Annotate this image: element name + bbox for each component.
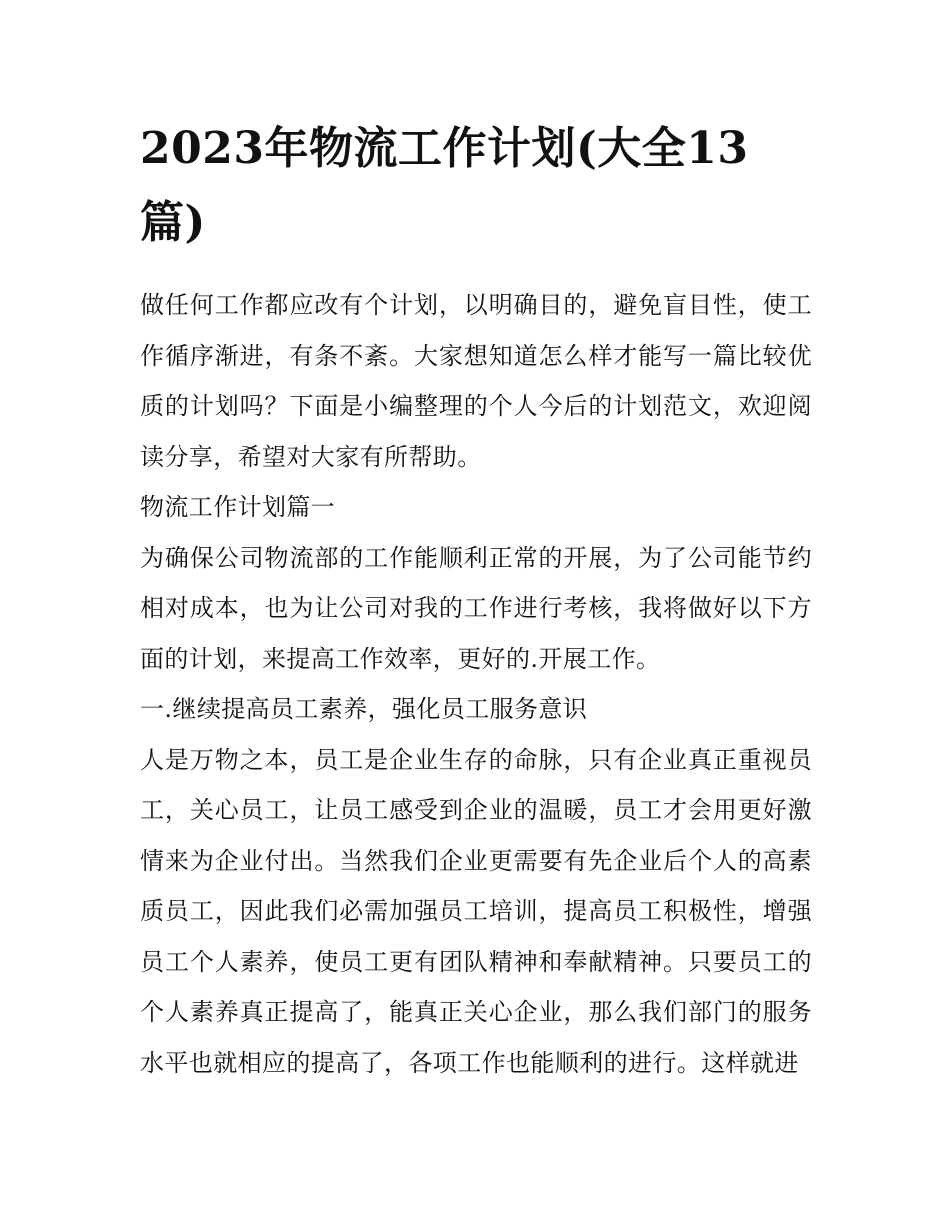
body-paragraph: 人是万物之本，员工是企业生存的命脉，只有企业真正重视员工，关心员工，让员工感受到企业的温暖，员工才会用更好激情来为企业付出。当然我们企业更需要有先企业后个人的高素质员工，因此我们必需加强员工培训，提高员工积极性，增强员工个人素养，使员工更有团队精神和奉献精神。只要员工的个人素养真正提高了，能真正关心企业，那么我们部门的服务水平也就相应的提高了，各项工作也能顺利的进行。这样就进 bbox=[140, 745, 812, 1077]
document-page bbox=[140, 112, 812, 1088]
document-title: 2023年物流工作计划(大全13篇) bbox=[140, 123, 749, 248]
body-paragraph: 为确保公司物流部的工作能顺利正常的开展，为了公司能节约相对成本，也为让公司对我的工作进行考核，我将做好以下方面的计划，来提高工作效率，更好的.开展工作。 bbox=[140, 543, 812, 673]
section-heading-1: 物流工作计划篇一 bbox=[140, 493, 336, 521]
subsection-heading-1: 一.继续提高员工素养，强化员工服务意识 bbox=[140, 695, 588, 723]
intro-paragraph: 做任何工作都应改有个计划，以明确目的，避免盲目性，使工作循序渐进，有条不紊。大家想知道怎么样才能写一篇比较优质的计划吗？下面是小编整理的个人今后的计划范文，欢迎阅读分享，希望对大家有所帮助。 bbox=[140, 291, 812, 471]
